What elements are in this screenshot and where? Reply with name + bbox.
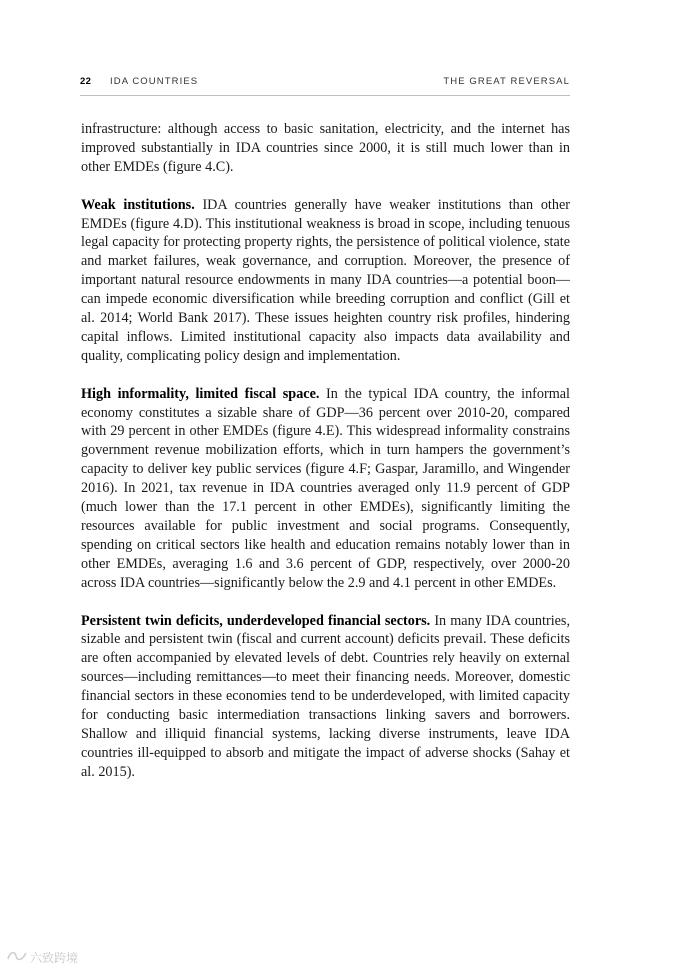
paragraph xyxy=(81,196,570,366)
paragraph-text: infrastructure: although access to basic sanitation, electricity, and the internet has improved substantially in IDA countries since 2000, it is still much lower than in other EMDEs (figure 4.C). xyxy=(81,121,570,175)
chapter-title: IDA COUNTRIES xyxy=(110,76,199,87)
body-text xyxy=(81,120,570,801)
paragraph-lead: Persistent twin deficits, underdeveloped financial sectors. xyxy=(81,612,431,629)
page-number: 22 xyxy=(80,76,92,87)
book-title: THE GREAT REVERSAL xyxy=(443,76,570,87)
header-rule xyxy=(80,95,570,96)
paragraph xyxy=(81,385,570,593)
paragraph-text: In many IDA countries, sizable and persistent twin (fiscal and current account) deficits prevail. These deficits are often accompanied by elevated levels of debt. Countries rely heavily on external sources—including remittances—to meet their financing needs. Moreover, domestic financial sectors in these economies tend to be underdeveloped, with limited capacity for conducting basic intermediation transactions linking savers and borrowers. Shallow and illiquid financial systems, lacking diverse instruments, leave IDA countries ill-equipped to absorb and mitigate the impact of adverse shocks (Sahay et al. 2015). xyxy=(81,612,570,780)
paragraph-text: In the typical IDA country, the informal economy constitutes a sizable share of GDP—36 percent over 2010-20, compared with 29 percent in other EMDEs (figure 4.E). This widespread informality constrains government revenue mobilization efforts, which in turn hampers the government’s capacity to deliver key public services (figure 4.F; Gaspar, Jaramillo, and Wingender 2016). In 2021, tax revenue in IDA countries averaged only 11.9 percent of GDP (much lower than the 17.1 percent in other EMDEs), significantly limiting the resources available for public investment and social programs. Consequently, spending on critical sectors like health and education remains notably lower than in other EMDEs, averaging 1.6 and 3.6 percent of GDP, respectively, over 2000-20 across IDA countries—significantly below the 2.9 and 4.1 percent in other EMDEs. xyxy=(81,385,571,591)
paragraph xyxy=(81,612,570,782)
watermark-text: 六致跨境 xyxy=(30,951,79,965)
paragraph xyxy=(81,120,570,177)
watermark xyxy=(6,949,78,966)
paragraph-lead: Weak institutions. xyxy=(81,196,195,213)
paragraph-text: IDA countries generally have weaker institutions than other EMDEs (figure 4.D). This institutional weakness is broad in scope, including tenuous legal capacity for protecting property rights, the persistence of political violence, state and market failures, weak governance, and corruption. Moreover, the presence of important natural resource endowments in many IDA countries—a potential boon—can impede economic diversification while breeding corruption and conflict (Gill et al. 2014; World Bank 2017). These issues heighten country risk profiles, hindering capital inflows. Limited institutional capacity also impacts data availability and quality, complicating policy design and implementation. xyxy=(81,196,570,364)
paragraph-lead: High informality, limited fiscal space. xyxy=(81,385,320,402)
logo-mark-icon xyxy=(6,949,28,966)
running-header xyxy=(80,74,570,90)
